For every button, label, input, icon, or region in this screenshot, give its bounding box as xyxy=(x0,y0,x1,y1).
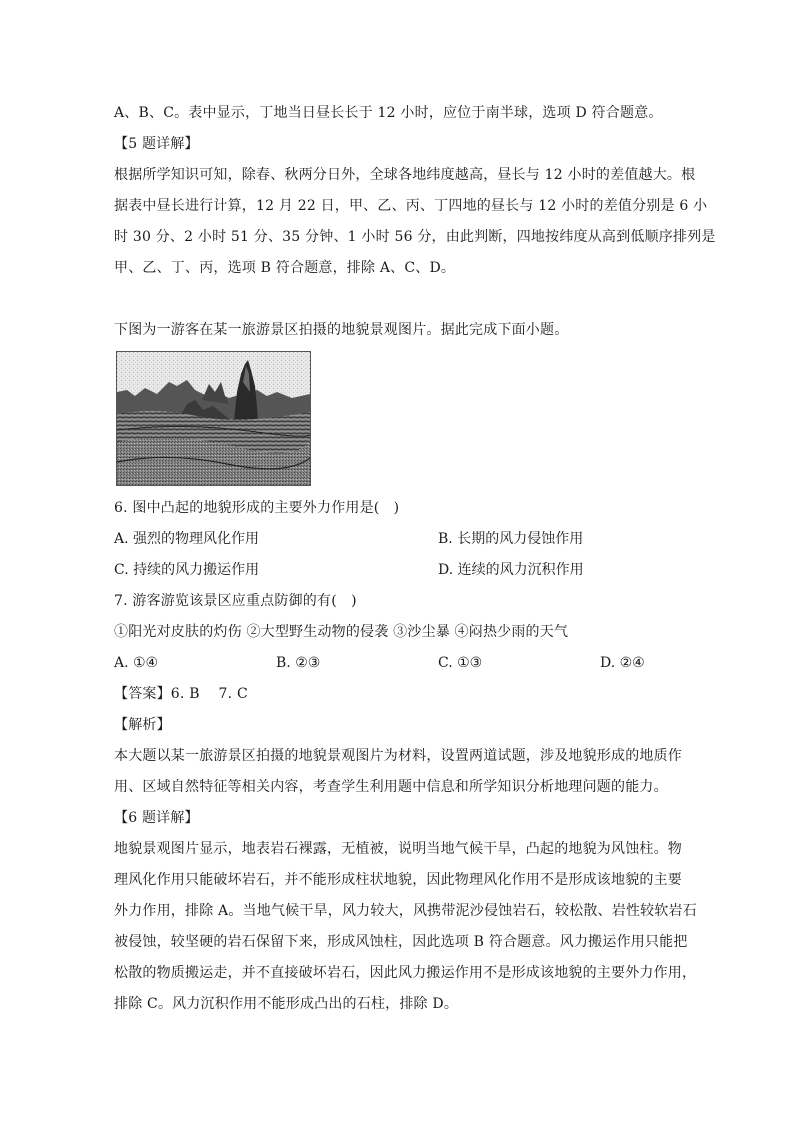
answer-line: 【答案】6. B 7. C xyxy=(114,686,248,702)
q6-option-c[interactable]: C. 持续的风力搬运作用 xyxy=(114,562,260,578)
q7-option-b[interactable]: B. ②③ xyxy=(276,655,321,671)
text-line: 理风化作用只能破坏岩石，并不能形成柱状地貌，因此物理风化作用不是形成该地貌的主要 xyxy=(114,872,682,888)
q7-option-a[interactable]: A. ①④ xyxy=(114,655,159,671)
q7-option-c[interactable]: C. ①③ xyxy=(438,655,483,671)
text-line: 时 30 分、2 小时 51 分、35 分钟、1 小时 56 分，由此判断，四地按纬度从高到低顺序排列是 xyxy=(114,229,716,245)
text-line: 用、区域自然特征等相关内容，考查学生利用题中信息和所学知识分析地理问题的能力。 xyxy=(114,779,668,795)
text-line: 本大题以某一旅游景区拍摄的地貌景观图片为材料，设置两道试题，涉及地貌形成的地质作 xyxy=(114,748,682,764)
section-heading-q6: 【6 题详解】 xyxy=(114,810,199,826)
text-line: 外力作用，排除 A。当地气候干旱，风力较大，风携带泥沙侵蚀岩石，较松散、岩性较软岩石 xyxy=(114,903,697,919)
text-line: 被侵蚀，较坚硬的岩石保留下来，形成风蚀柱，因此选项 B 符合题意。风力搬运作用只能把 xyxy=(114,934,688,950)
question-7-items: ①阳光对皮肤的灼伤 ②大型野生动物的侵袭 ③沙尘暴 ④闷热少雨的天气 xyxy=(114,624,569,640)
text-line: 地貌景观图片显示，地表岩石裸露，无植被，说明当地气候干旱，凸起的地貌为风蚀柱。物 xyxy=(114,841,682,857)
landform-photo-illustration xyxy=(117,352,310,485)
text-line: 松散的物质搬运走，并不直接破坏岩石，因此风力搬运作用不是形成该地貌的主要外力作用， xyxy=(114,965,697,981)
text-line: 甲、乙、丁、丙，选项 B 符合题意，排除 A、C、D。 xyxy=(114,260,456,276)
q7-option-d[interactable]: D. ②④ xyxy=(600,655,645,671)
text-line: A、B、C。表中显示，丁地当日昼长长于 12 小时，应位于南半球，选项 D 符合题意。 xyxy=(114,105,663,121)
analysis-heading: 【解析】 xyxy=(114,717,171,733)
q6-option-b[interactable]: B. 长期的风力侵蚀作用 xyxy=(438,531,584,547)
question-intro: 下图为一游客在某一旅游景区拍摄的地貌景观图片。据此完成下面小题。 xyxy=(114,322,569,338)
q6-option-d[interactable]: D. 连续的风力沉积作用 xyxy=(438,562,584,578)
q6-option-a[interactable]: A. 强烈的物理风化作用 xyxy=(114,531,260,547)
text-line: 排除 C。风力沉积作用不能形成凸出的石柱，排除 D。 xyxy=(114,996,459,1012)
landform-photo xyxy=(116,351,311,486)
section-heading-q5: 【5 题详解】 xyxy=(114,136,199,152)
question-7: 7. 游客游览该景区应重点防御的有( ) xyxy=(114,593,357,609)
question-6: 6. 图中凸起的地貌形成的主要外力作用是( ) xyxy=(114,500,400,516)
text-line: 据表中昼长进行计算，12 月 22 日，甲、乙、丙、丁四地的昼长与 12 小时的差值分别是 6 小 xyxy=(114,198,708,214)
text-line: 根据所学知识可知，除春、秋两分日外，全球各地纬度越高，昼长与 12 小时的差值越大。根 xyxy=(114,167,696,183)
